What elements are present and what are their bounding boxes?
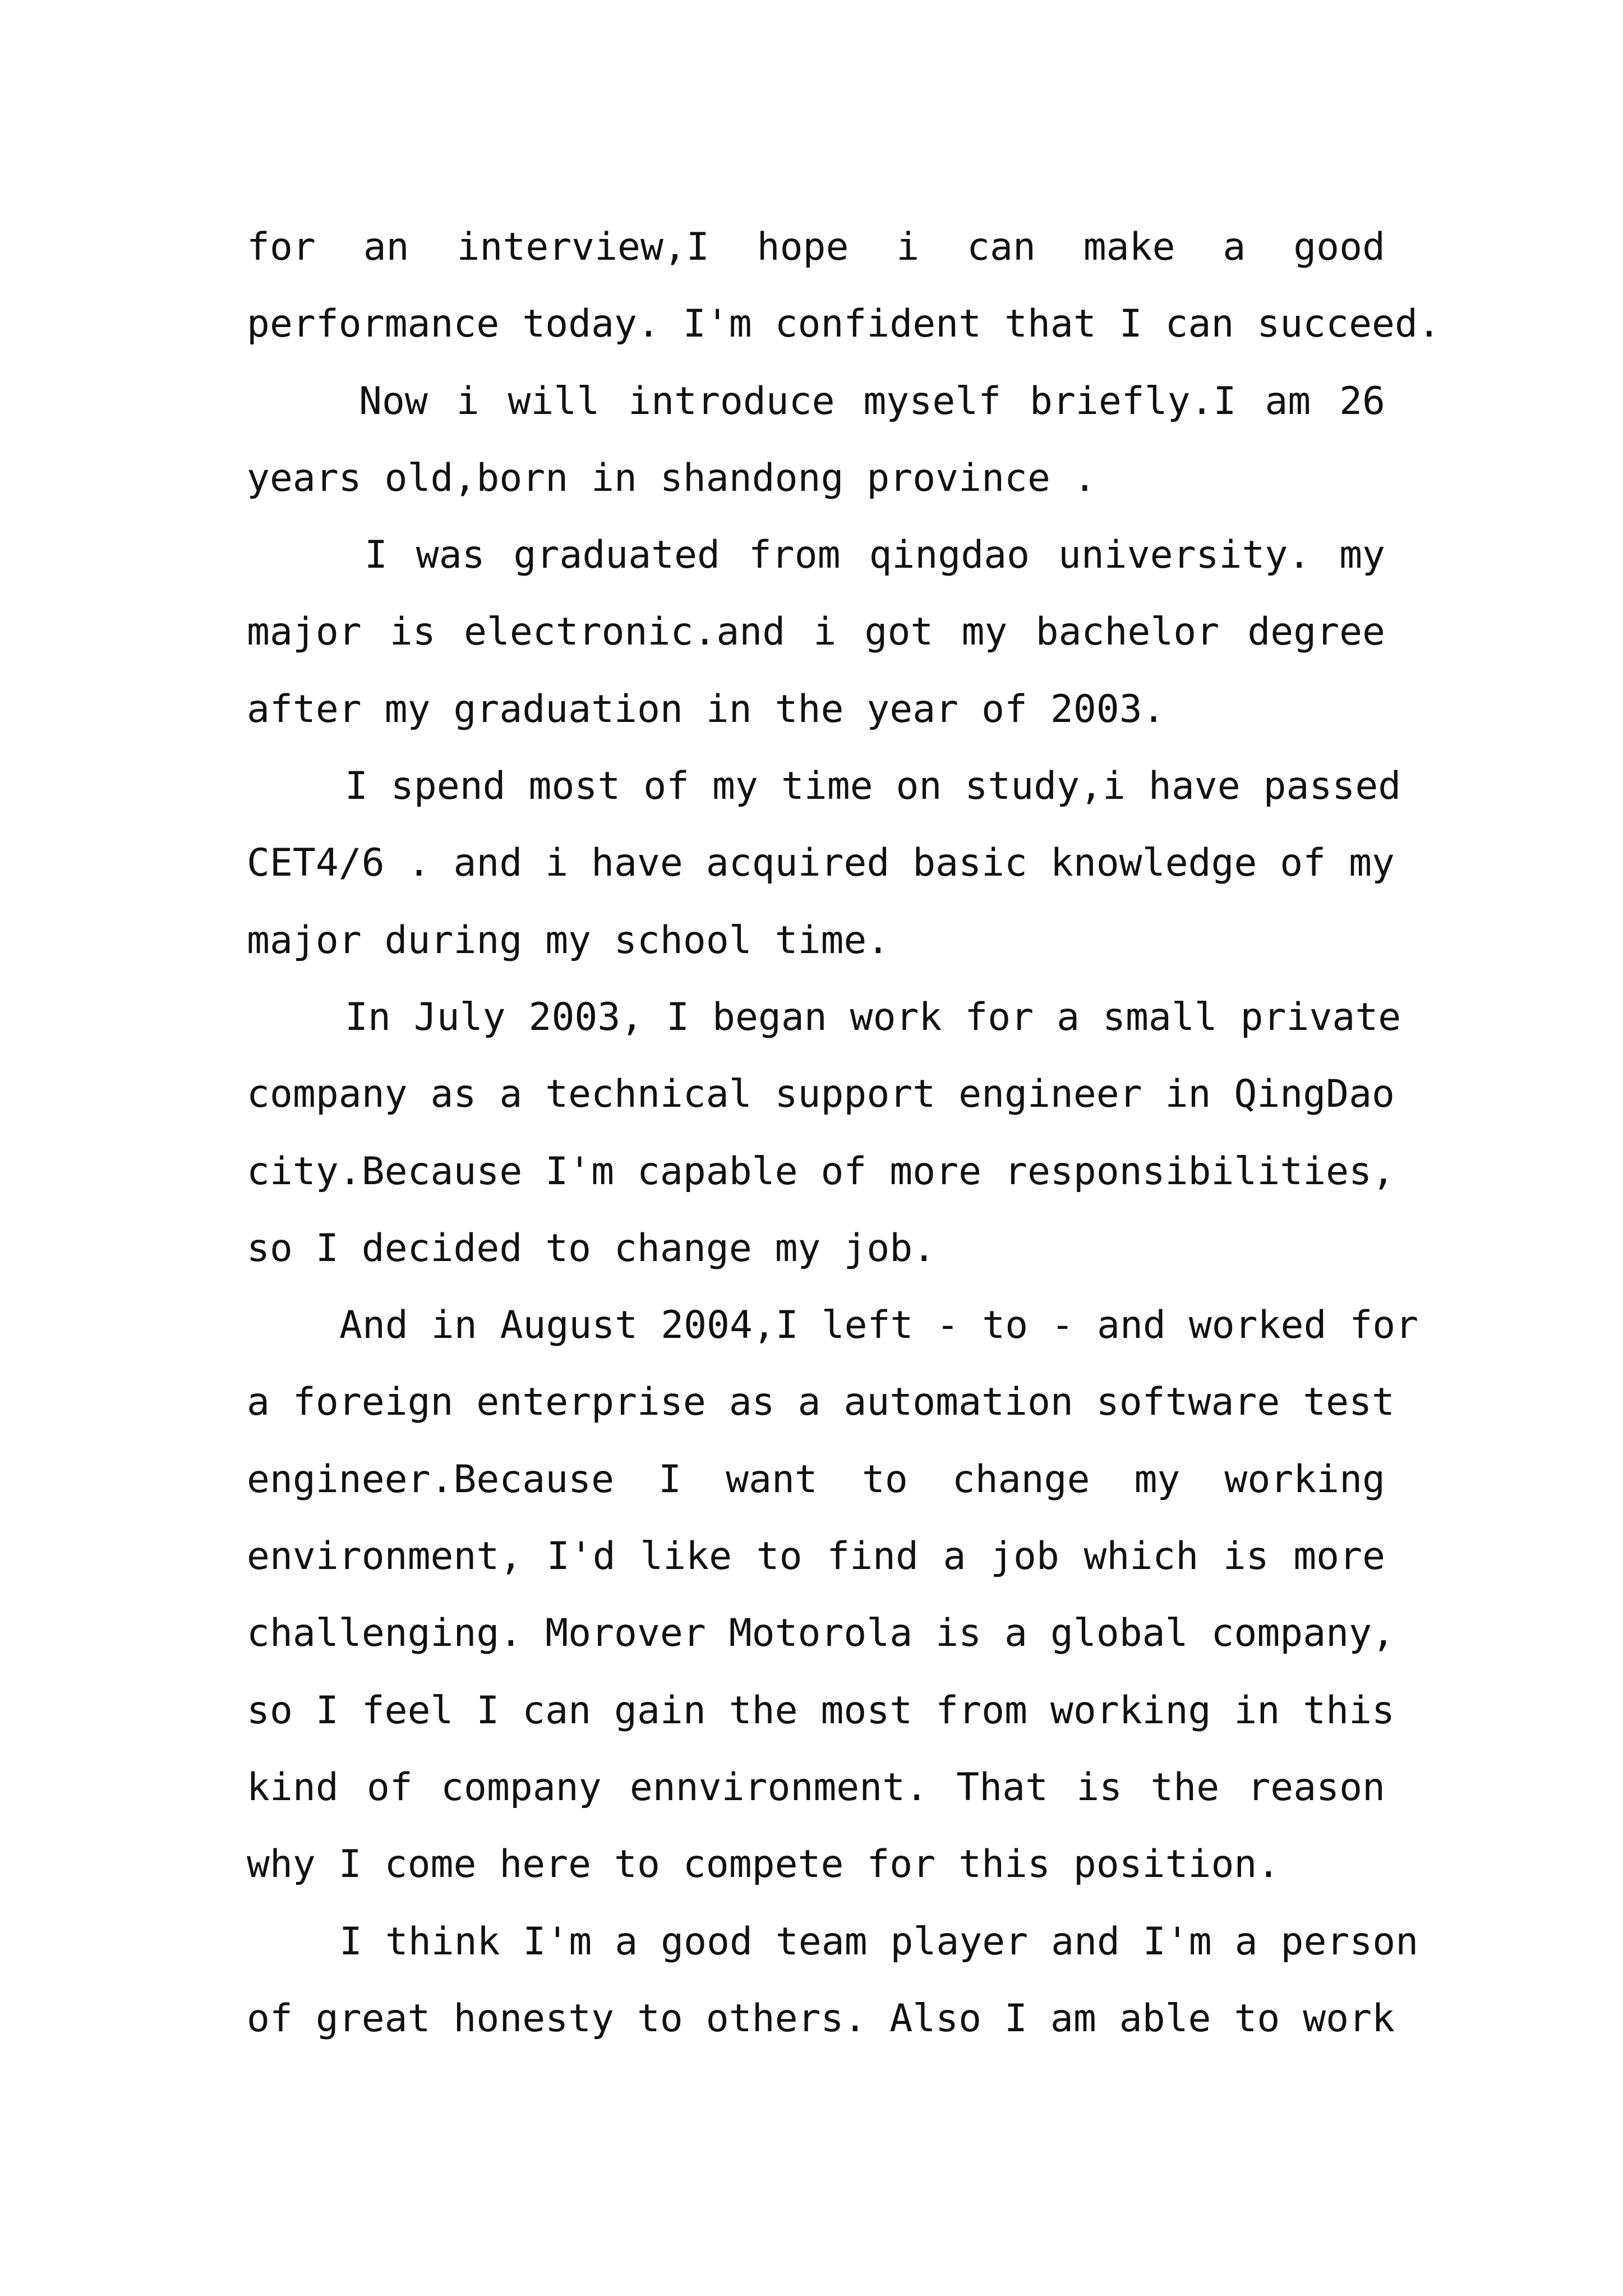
text-line: I spend most of my time on study,i have passed bbox=[345, 764, 1401, 809]
text-line: Now i will introduce myself briefly.I am 26 bbox=[359, 379, 1385, 424]
text-line: performance today. I'm confident that I can succeed. bbox=[247, 302, 1441, 347]
text-line: city.Because I'm capable of more responsibilities, bbox=[247, 1149, 1395, 1194]
body-text bbox=[247, 209, 1441, 2057]
text-line: engineer.Because I want to change my working bbox=[247, 1457, 1385, 1502]
text-line: kind of company ennvironment. That is the reason bbox=[247, 1765, 1385, 1810]
text-line: for an interview,I hope i can make a good bbox=[247, 225, 1385, 269]
text-line: of great honesty to others. Also I am able to work bbox=[247, 1996, 1395, 2041]
text-line: why I come here to compete for this position. bbox=[247, 1842, 1280, 1887]
text-line: so I decided to change my job. bbox=[247, 1226, 936, 1271]
text-line: In July 2003, I began work for a small private bbox=[345, 995, 1401, 1039]
text-line: a foreign enterprise as a automation software test bbox=[247, 1380, 1395, 1425]
text-line: I think I'm a good team player and I'm a person bbox=[339, 1919, 1419, 1964]
text-line: major during my school time. bbox=[247, 918, 890, 963]
text-line: major is electronic.and i got my bachelor degree bbox=[247, 610, 1385, 655]
text-line: I was graduated from qingdao university. my bbox=[365, 533, 1385, 578]
text-line: CET4/6 . and i have acquired basic knowledge of my bbox=[247, 841, 1395, 886]
text-line: environment, I'd like to find a job which is more bbox=[247, 1534, 1385, 1579]
text-line: And in August 2004,I left - to - and worked for bbox=[339, 1303, 1419, 1348]
text-line: years old,born in shandong province . bbox=[247, 455, 1096, 500]
text-line: after my graduation in the year of 2003. bbox=[247, 687, 1165, 731]
text-line: challenging. Morover Motorola is a global company, bbox=[247, 1611, 1395, 1656]
text-line: company as a technical support engineer in QingDao bbox=[247, 1072, 1395, 1117]
text-line: so I feel I can gain the most from working in this bbox=[247, 1688, 1395, 1733]
